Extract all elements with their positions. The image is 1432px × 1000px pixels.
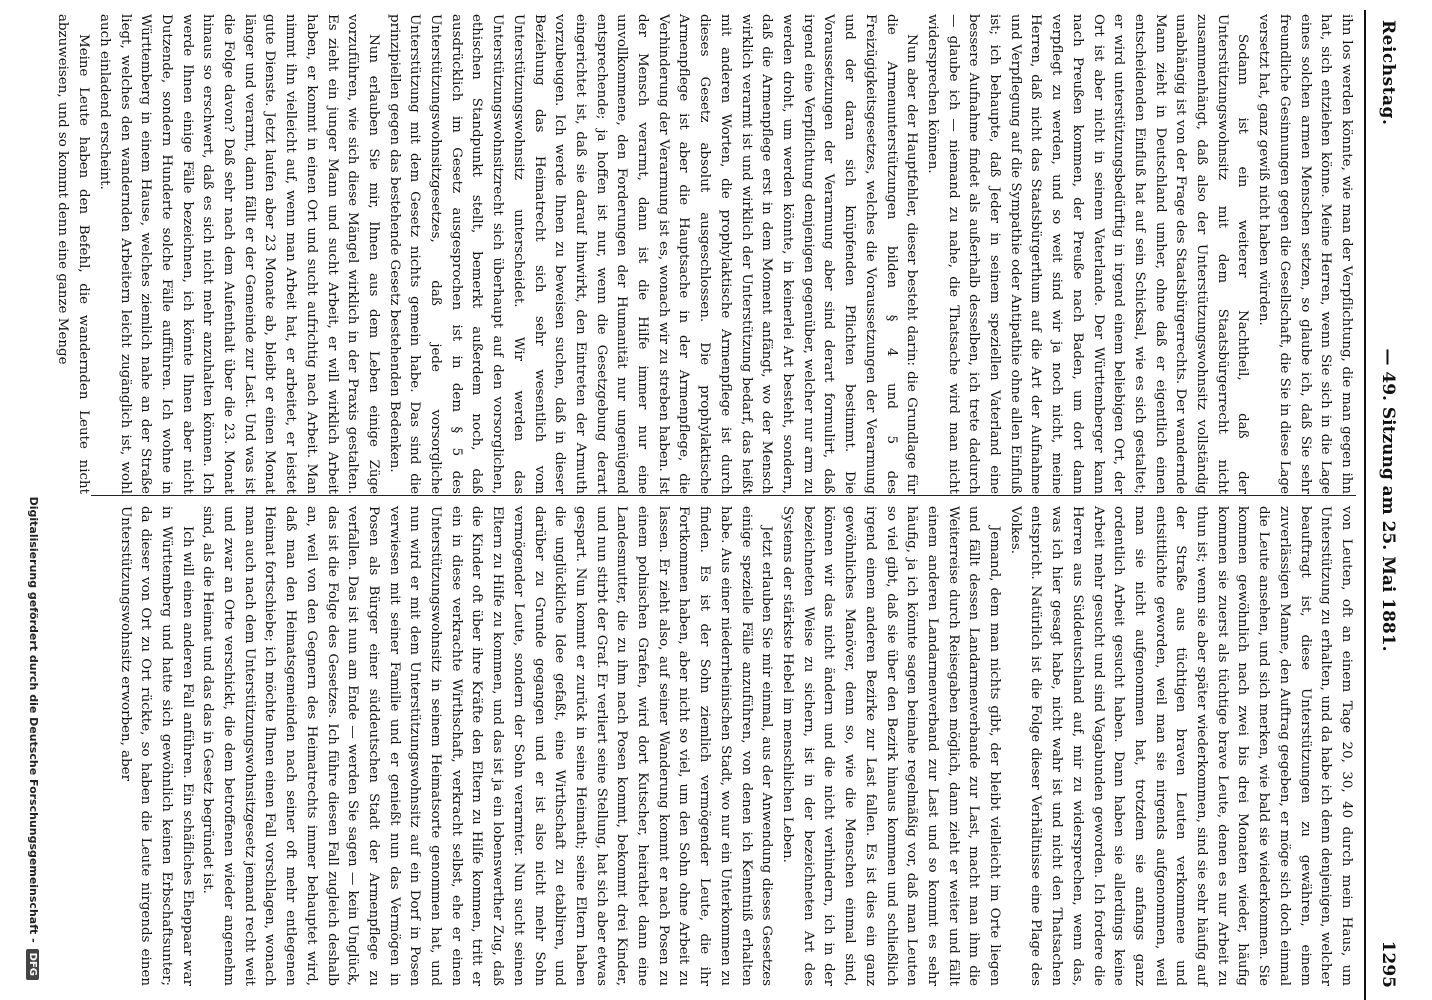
dfg-logo: DFG (26, 949, 39, 980)
paragraph: Jetzt erlauben Sie mir einmal, aus der Anwendung dieses Gesetzes einige spezielle Fälle anzuführen, von denen ich Kenntniß erhalten habe. Aus einer niederrheinischen Stadt, wo nur ein Unterkommen zu finden. Es ist der Sohn ziemlich vermögender Leute, die ihr Fortkommen haben, aber nicht so viel, um den Sohn ohne Arbeit zu lassen. Er zieht also, auf seiner Wanderung kommt er nach Posen zu einem polnischen Grafen, wird dort Kutscher, heirathet dann eine Landesmutter, die zu ihm nach Posen kommt, bekommt drei Kinder, und nun stirbt der Graf. Er verliert seine Stellung, hat sich aber etwas gespart. Nun kommt er zurück in seine Heimath; seine Eltern haben die unglückliche Idee gefaßt, eine Wirthschaft zu etabliren, und darüber zu Grunde gegangen und er ist also nicht mehr Sohn vermögender Leute, sondern der Sohn verarmter. Nun sucht seinen Eltern zu Hilfe zu kommen, und das ist ja ein lobenswerther Zug, daß die Kinder oft über ihre Kräfte den Eltern zu Hilfe kommen, tritt er ein in diese verkrachte Wirthschaft, verkracht selbst, ehe er einen Unterstützungswohnsitz in seinem Heimatsorte genommen hat, und nun wird er mit dem Unterstützungswohnsitz auf ein Dorf in Posen verwiesen mit seiner Familie und er genießt nun das Vermögen in Posen als Bürger einer süddeutschen Stadt der Armenpflege zu verfallen. Das ist nun am Ende — werden Sie sagen — kein Unglück, das ist die Folge des Gesetzes. Ich führe diesen Fall zugleich deshalb an, weil von den Gegnern des Heimatrechts immer behauptet wird, daß man den Heimatsgemeinden nach seiner oft mehr entlegenen Heimat fortschiebe; ich möchte Ihnen einen Fall vorschlagen, wonach man auch nach dem Unterstützungswohnsitzgesetz jemand recht weit und zwar an Orte verschickt, die dem betroffenen wieder angenehm sind, als die Heimat und das das in Gesetz begründet ist. (200, 506, 775, 986)
paragraph: ihn los werden könnte, wie man der Verpflichtung, die man gegen ihn hat, sich entziehen könne. Meine Herren, wenn Sie sich in die Lage eines solchen armen Menschen setzen, so glaube ich, daß Sie sehr freundliche Gesinnungen gegen die Gesellschaft, die Sie in diese Lage versetzt hat, ganz gewiß nicht haben würden. (1256, 14, 1354, 494)
page-header (1362, 0, 1432, 1000)
paragraph: Ich will einen anderen Fall anführen. Ein schäfliches Eheppaar war in Württemberg und hatte sich gewöhnlich keinen Erbschaftsunter; da dieser von Ort zu Ort rückte, so haben die Leute nirgends einen Unterstützungswohnsitz erworben, aber (117, 506, 195, 986)
header-rule (1364, 10, 1366, 1000)
header-title: Reichstag. (1378, 20, 1398, 126)
paragraph: Nun aber der Hauptfehler, dieser besteht darin: die Grundlage für die Armenunterstützungen bilden § 4 und 5 des Freizügigkeitsgesetzes, welches die Voraussetzungen der Verarmung und der daran sich knüpfenden Pflichten bestimmt. Die Voraussetzungen der Verarmung aber sind derart formulirt, daß irgend eine Verpflichtung demjenigen gegenüber, welcher nur arm zu werden droht, um werden könnte, in keinerlei Art besteht, sondern, daß die Armenpflege erst in dem Moment anfängt, wo der Mensch wirklich verarmt ist und wirklich der Unterstützung bedarf, das heißt mit anderen Worten, die prophylaktische Armenpflege ist durch dieses Gesetz absolut ausgeschlossen. Die prophylaktische Armenpflege ist aber die Hauptsache in der Armenpflege, die Verhinderung der Verarmung ist es, wonach wir zu streben haben. Ist der Mensch verarmt, dann ist die Hilfe immer nur eine unvollkommene, den Forderungen der Humanität nur ungenügend entsprechende; ja hoffen ist nur, wenn die Gesetzgebung derart eingerichtet ist, daß sie darauf hinwirkt, den Eintreten der Armuth vorzubeugen. Ich werde Ihnen zu beweisen suchen, daß in dieser Beziehung das Heimatrecht sich sehr wesentlich vom Unterstützungswohnsitz unterscheidet. Wir werden das Unterstützungswohnsitzrecht sich überhaupt auf den vorsorglichen, ethischen Standpunkt stellt, bemerkt außerdem noch, daß ausdrücklich im Gesetz ausgesprochen ist in dem § 5 des Unterstützungswohnsitzgesetzes, daß jede vorsorgliche Unterstützung mit dem Gesetz nichts gemein habe. Das sind die prinzipiellen gegen das bestehende Gesetz bestehenden Bedenken. (386, 14, 920, 494)
paragraph: Sodann ist ein weiterer Nachtheil, daß der Unterstützungswohnsitz mit dem Staatsbürgerrecht nicht zusammenhängt, daß also der Unterstützungswohnsitz vollständig unabhängig ist von der Frage des Staatsbürgerrechts. Der wandernde Mann zieht in Deutschland umher, ohne daß er eigentlich einen entscheidenden Einfluß hat auf sein Schicksal, wie es sich gestaltet; er wird unterstützungsbedürftig in irgend einem beliebigen Ort, der Ort ist aber nicht in seinem Vaterlande. Der Württemberger kann nach Preußen kommen, der Preuße nach Baden, um dort dann verpflegt zu werden, und so weit sind wir ja noch nicht, meine Herren, daß nicht das Staatsbürgerthum auf die Art der Aufnahme und Verpflegung auf die Sympathie oder Antipathie ohne allen Einfluß ist; ich behaupte, daß Jeder in seinem speziellen Vaterland eine bessere Aufnahme findet als außerhalb desselben, ich trete dadurch — glaube ich — niemand zu nahe, die Thatsache wird man nicht widersprechen können. (924, 14, 1251, 494)
right-column (86, 506, 1356, 986)
paragraph: von Leuten, oft an einem Tage 20, 30, 40 durch mein Haus, um Unterstützung zu erhalten, und da habe ich denn denjenigen, welcher beauftragt ist, diese Unterstützungen zu gewähren, einem zuverlässigen Manne, den Auftrag gegeben, er möge sich doch einmal die Leute ansehen, und sich merken, wie bald sie wiederkommen. Sie kommen gewöhnlich nach zwei bis drei Monaten wieder, häufig kommen sie zuerst als tüchtige brave Leute, denen es nur Arbeit zu thun ist; wenn sie aber später wiederkommen, sind sie sehr häufig auf der Straße aus tüchtigen braven Leuten verkommene und entsittlichte geworden, weil man sie nirgends aufgenommen, weil man sie nicht aufgenommen hat, trotzdem sie anfangs ganz ordentlich Arbeit gesucht haben. Dann haben sie allerdings keine Arbeit mehr gesucht und sind Vagabunden geworden. Ich fordere die Herren aus Süddeutschland auf, mir zu widersprechen, wenn das, was ich hier gesagt habe, nicht wahr ist und nicht den Thatsachen entspricht. Natürlich ist die Folge dieser Verhältnisse eine Plage des Volkes. (1007, 506, 1354, 986)
left-column (55, 14, 1356, 494)
header-session: — 49. Sitzung am 25. Mai 1881. (1378, 348, 1398, 652)
page-number: 1295 (1378, 940, 1398, 988)
column-divider (91, 495, 1356, 496)
credit-text: Digitalisierung gefördert durch die Deutsche Forschungsgemeinschaft - (27, 496, 40, 943)
paragraph: Meine Leute haben den Befehl, die wandernden Leute nicht abzuweisen, und so kommt denn eine ganze Menge (55, 14, 92, 494)
paragraph: Nun erlauben Sie mir, Ihnen aus dem Leben einige Züge vorzuführen, wie sich diese Mängel wirklich in der Praxis gestalten. Es zieht ein junger Mann und sucht Arbeit, er will wirklich Arbeit haben, er kommt in einen Ort und sucht aufrichtig nach Arbeit. Man nimmt ihn vielleicht auf, wenn man Arbeit hat, er arbeitet, er leistet gute Dienste. Jetzt laufen aber 23 Monate ab, bleibt er einen Monat länger und verarmt, dann fällt er der Gemeinde zur Last. Und was ist die Folge davon? Daß sehr nach dem Aufenthalt über die 23. Monat hinaus so erschwert, daß es sich nicht mehr anzuhalten können. Ich werde Ihnen einige Fälle bezeichnen, ich könnte Ihnen aber nicht Dutzende, sondern Hunderte solche Fälle aufführen. Ich wohne in Württemberg in einem Hause, welches ziemlich nahe an der Straße liegt, welches den wandernden Arbeitern leicht zugänglich ist, wohl auch einladend erscheint. (96, 14, 381, 494)
paragraph: Jemand, dem man nichts gibt, der bleibt vielleicht im Orte liegen und fällt dessen Landarmenverbande zur Last, macht man ihm die Weiterreise durch Reisegaben möglich, dann zieht er weiter und fällt einem anderen Landarmenverband zur Last und so kommt es sehr häufig, ja ich könnte sagen beinahe regelmäßig vor, daß man Leuten so viel gibt, daß sie über den Bezirk hinaus kommen und schließlich irgend einem anderen Bezirke zur Last fallen. Es ist dies ein ganz gewöhnliches Manöver, denn so, wie die Menschen einmal sind, können wir das nicht ändern und die nicht verhindern, ich in der bezeichneten Weise zu sichern, ist in der bezeichneten Art des Systems der stärkste Hebel im menschlichen Leben. (780, 506, 1003, 986)
digitization-credit (26, 200, 40, 980)
